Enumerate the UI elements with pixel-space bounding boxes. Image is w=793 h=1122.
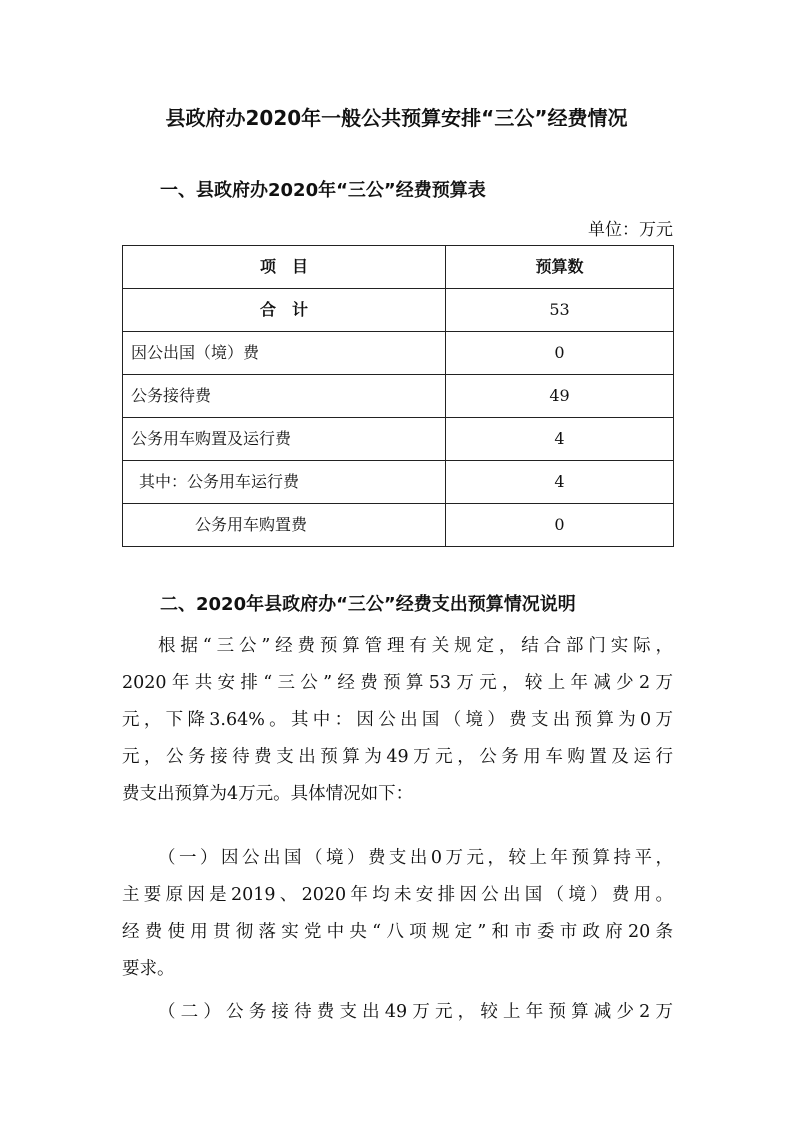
paragraph-2 [122,840,673,988]
paragraph-line: 费支出预算为4万元。具体情况如下： [122,784,414,804]
paragraph-line: 元，公务接待费支出预算为49万元，公务用车购置及运行 [122,747,673,767]
table-row [123,375,674,418]
paragraph-1 [122,628,673,813]
paragraph-line: 元，下降3.64%。其中：因公出国（境）费支出预算为0万 [122,710,673,730]
section-1-heading: 一、县政府办2020年“三公”经费预算表 [160,180,486,201]
document-title: 县政府办2020年一般公共预算安排“三公”经费情况 [165,106,628,130]
table-row [123,418,674,461]
row-item-vehicle: 公务用车购置及运行费 [123,418,446,461]
paragraph-line: （一）因公出国（境）费支出0万元，较上年预算持平， [158,848,673,868]
paragraph-line: 根据“三公”经费预算管理有关规定，结合部门实际， [158,636,673,656]
row-item-overseas: 因公出国（境）费 [123,332,446,375]
table-row [123,504,674,547]
row-amount-vehicle-operation: 4 [446,461,674,504]
table-row [123,461,674,504]
header-item: 项 目 [123,246,446,289]
row-item-total: 合 计 [123,289,446,332]
table-row [123,332,674,375]
row-amount-reception: 49 [446,375,674,418]
paragraph-line: 要求。 [122,959,175,979]
row-item-reception: 公务接待费 [123,375,446,418]
paragraph-line: 2020年共安排“三公”经费预算53万元，较上年减少2万 [122,673,673,693]
row-item-vehicle-operation: 其中：公务用车运行费 [123,461,446,504]
row-amount-vehicle: 4 [446,418,674,461]
row-amount-total: 53 [446,289,674,332]
row-item-vehicle-purchase: 公务用车购置费 [123,504,446,547]
row-amount-overseas: 0 [446,332,674,375]
budget-table [122,245,674,547]
paragraph-3 [122,994,673,1031]
header-amount: 预算数 [446,246,674,289]
table-row-total [123,289,674,332]
paragraph-line: 主要原因是2019、2020年均未安排因公出国（境）费用。 [122,885,673,905]
paragraph-line: 经费使用贯彻落实党中央“八项规定”和市委市政府20条 [122,922,673,942]
section-2-heading: 二、2020年县政府办“三公”经费支出预算情况说明 [160,594,576,615]
table-header-row [123,246,674,289]
paragraph-line: （二）公务接待费支出49万元，较上年预算减少2万 [158,1002,673,1022]
unit-label: 单位：万元 [588,220,673,240]
row-amount-vehicle-purchase: 0 [446,504,674,547]
